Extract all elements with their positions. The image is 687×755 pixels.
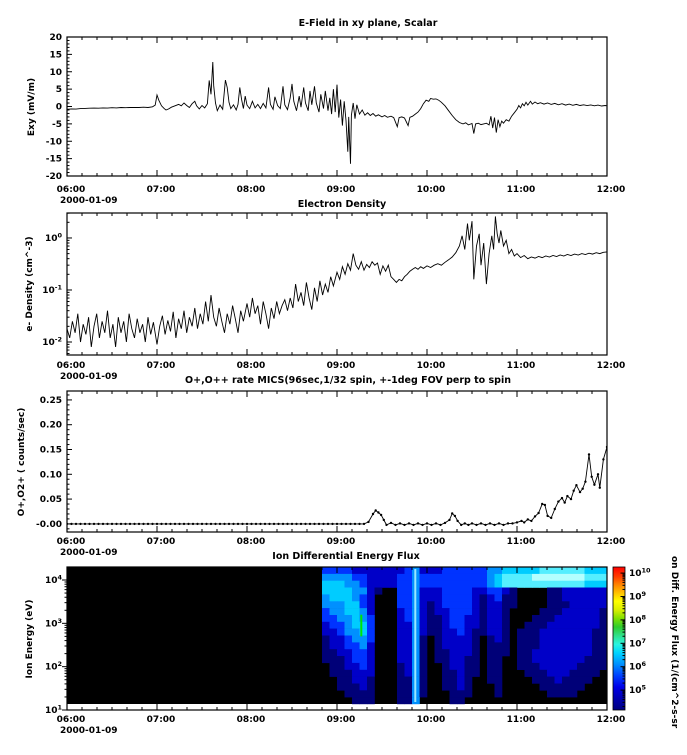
ion-flux-ylabel: Ion Energy (eV)	[25, 599, 35, 679]
x-tick-label: 06:00	[56, 537, 86, 547]
y-tick-label: $10^{-2}$	[42, 335, 62, 348]
y-tick-label: 0.15	[39, 445, 62, 456]
y-tick-label: 0.20	[39, 420, 62, 431]
spectrogram-cells	[322, 567, 607, 704]
electron-density-ylabel: e- Density (cm^-3)	[25, 236, 35, 332]
green-dash	[360, 615, 362, 637]
x-tick-label: 12:00	[596, 185, 626, 195]
y-tick-label: -5	[52, 119, 62, 130]
y-tick-label: 0.10	[39, 470, 62, 481]
y-tick-label: 20	[49, 33, 62, 43]
x-tick-label: 07:00	[146, 537, 176, 547]
colorbar-gradient	[613, 567, 625, 710]
x-tick-label: 11:00	[506, 715, 536, 725]
x-tick-label: 09:00	[326, 185, 356, 195]
y-tick-label: $10^1$	[44, 703, 62, 716]
y-tick-label: $10^{-1}$	[42, 283, 62, 296]
x-tick-label: 09:00	[326, 537, 356, 547]
date-label: 2000-01-09	[60, 196, 118, 206]
x-tick-label: 10:00	[416, 361, 446, 371]
x-tick-label: 11:00	[506, 537, 536, 547]
y-tick-label: $10^4$	[44, 573, 62, 586]
ion-flux-title: Ion Differential Energy Flux	[272, 551, 420, 562]
colorbar-tick-label: $10^6$	[629, 660, 647, 673]
x-tick-label: 07:00	[146, 361, 176, 371]
x-tick-label: 12:00	[596, 715, 626, 725]
x-tick-label: 12:00	[596, 537, 626, 547]
y-tick-label: 0.05	[39, 495, 62, 506]
colorbar-tick-label: $10^{10}$	[629, 566, 651, 580]
x-tick-label: 11:00	[506, 185, 536, 195]
x-tick-label: 08:00	[236, 715, 266, 725]
x-tick-label: 10:00	[416, 185, 446, 195]
colorbar-tick-label: $10^9$	[629, 589, 647, 603]
y-tick-label: -15	[45, 154, 62, 165]
x-tick-label: 08:00	[236, 537, 266, 547]
y-tick-label: 10	[49, 67, 62, 78]
x-tick-label: 10:00	[416, 537, 446, 547]
colorbar-tick-label: $10^8$	[629, 613, 647, 626]
x-tick-label: 08:00	[236, 185, 266, 195]
y-tick-label: -20	[45, 172, 62, 182]
efield-ylabel: Exy (mV/m)	[27, 77, 37, 137]
y-tick-label: -10	[45, 137, 62, 148]
efield-title: E-Field in xy plane, Scalar	[298, 18, 438, 29]
date-label: 2000-01-09	[60, 726, 118, 736]
y-tick-label: 5	[55, 85, 62, 96]
colorbar-title: on Diff. Energy Flux (1/(cm^2-s-sr	[669, 556, 679, 729]
y-tick-label: 0.25	[39, 395, 62, 406]
x-tick-label: 06:00	[56, 715, 86, 725]
x-tick-label: 09:00	[326, 361, 356, 371]
x-tick-label: 08:00	[236, 361, 266, 371]
spectrogram	[67, 567, 607, 704]
y-tick-label: 15	[49, 50, 62, 61]
y-tick-label: -0.00	[36, 519, 62, 530]
date-label: 2000-01-09	[60, 548, 118, 558]
oplus-rate-title: O+,O++ rate MICS(96sec,1/32 spin, +-1deg FOV perp to spin	[185, 375, 511, 386]
y-tick-label: $10^0$	[44, 231, 62, 244]
x-tick-label: 06:00	[56, 361, 86, 371]
x-tick-label: 07:00	[146, 185, 176, 195]
x-tick-label: 10:00	[416, 715, 446, 725]
x-tick-label: 11:00	[506, 361, 536, 371]
colorbar-tick-label: $10^7$	[629, 636, 647, 650]
x-tick-label: 06:00	[56, 185, 86, 195]
electron-density-title: Electron Density	[297, 199, 387, 210]
x-tick-label: 07:00	[146, 715, 176, 725]
colorbar-tick-label: $10^5$	[629, 683, 647, 697]
y-tick-label: 0	[55, 102, 62, 113]
x-tick-label: 09:00	[326, 715, 356, 725]
bright-vertical-line	[414, 569, 416, 702]
y-tick-label: $10^3$	[44, 616, 62, 630]
y-tick-label: $10^2$	[44, 660, 62, 673]
x-tick-label: 12:00	[596, 361, 626, 371]
date-label: 2000-01-09	[60, 372, 118, 382]
oplus-rate-ylabel: O+,O2+ ( counts/sec)	[17, 407, 27, 517]
